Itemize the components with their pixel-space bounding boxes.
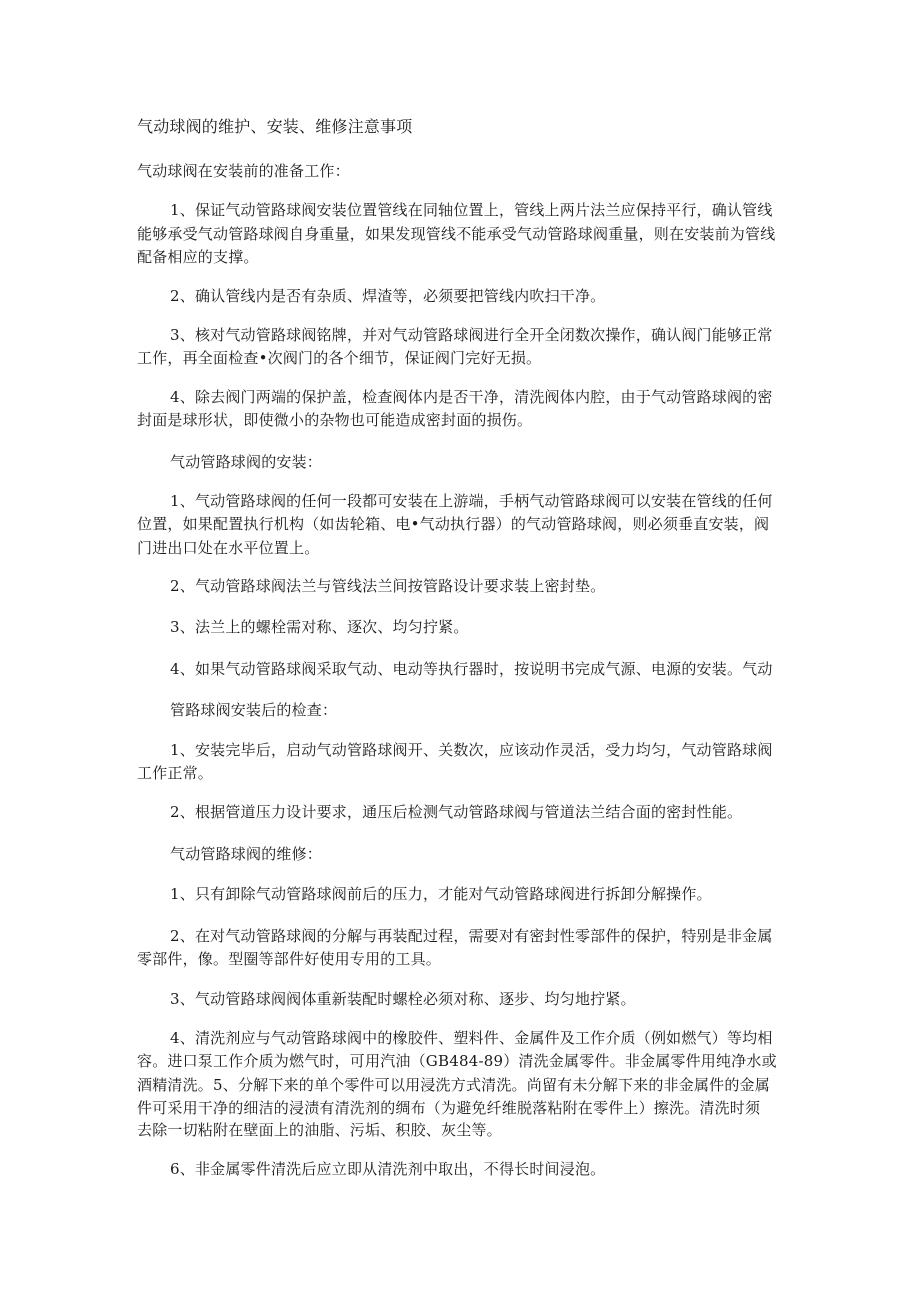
section-heading-inspection: 管路球阀安装后的检查： xyxy=(170,701,338,719)
paragraph-line: 1、气动管路球阀的任何一段都可安装在上游端，手柄气动管路球阀可以安装在管线的任何 xyxy=(170,492,773,510)
paragraph-line: 1、安装完毕后，启动气动管路球阀开、关数次，应该动作灵活，受力均匀，气动管路球阀 xyxy=(170,741,773,759)
paragraph-line: 封面是球形状，即使微小的杂物也可能造成密封面的损伤。 xyxy=(137,411,533,429)
paragraph-line: 2、根据管道压力设计要求，通压后检测气动管路球阀与管道法兰结合面的密封性能。 xyxy=(170,803,743,821)
paragraph-line: 门进出口处在水平位置上。 xyxy=(137,539,320,557)
paragraph-line: 2、在对气动管路球阀的分解与再装配过程，需要对有密封性零部件的保护，特别是非金属 xyxy=(170,927,773,945)
paragraph-line: 去除一切粘附在壁面上的油脂、污垢、积胶、灰尘等。 xyxy=(137,1121,502,1139)
paragraph-line: 4、清洗剂应与气动管路球阀中的橡胶件、塑料件、金属件及工作介质（例如燃气）等均相 xyxy=(170,1029,773,1047)
paragraph-line: 3、核对气动管路球阀铭牌，并对气动管路球阀进行全开全闭数次操作，确认阀门能够正常 xyxy=(170,326,773,344)
section-heading-repair: 气动管路球阀的维修： xyxy=(170,845,323,863)
paragraph-line: 位置，如果配置执行机构（如齿轮箱、电•气动执行器）的气动管路球阀，则必须垂直安装，阀 xyxy=(137,515,770,533)
paragraph-line: 酒精清洗。5、分解下来的单个零件可以用浸洗方式清洗。尚留有未分解下来的非金属件的金属 xyxy=(137,1076,770,1094)
document-title: 气动球阀的维护、安装、维修注意事项 xyxy=(137,117,413,136)
section-heading-preparation: 气动球阀在安装前的准备工作： xyxy=(137,162,350,180)
paragraph-line: 工作正常。 xyxy=(137,764,214,782)
paragraph-line: 4、如果气动管路球阀采取气动、电动等执行器时，按说明书完成气源、电源的安装。气动 xyxy=(170,660,773,678)
paragraph-line: 3、法兰上的螺栓需对称、逐次、均匀拧紧。 xyxy=(170,618,469,636)
paragraph-line: 容。进口泵工作介质为燃气时，可用汽油（GB484-89）清洗金属零件。非金属零件用纯净水或 xyxy=(137,1052,777,1070)
paragraph-line: 2、确认管线内是否有杂质、焊渣等，必须要把管线内吹扫干净。 xyxy=(170,287,606,305)
paragraph-line: 件可采用干净的细洁的浸渍有清洗剂的绸布（为避免纤维脱落粘附在零件上）擦洗。清洗时须 xyxy=(137,1099,761,1117)
paragraph-line: 4、除去阀门两端的保护盖，检查阀体内是否干净，清洗阀体内腔，由于气动管路球阀的密 xyxy=(170,388,773,406)
section-heading-installation: 气动管路球阀的安装： xyxy=(170,453,323,471)
paragraph-line: 2、气动管路球阀法兰与管线法兰间按管路设计要求装上密封垫。 xyxy=(170,577,606,595)
paragraph-line: 工作，再全面检查•次阀门的各个细节，保证阀门完好无损。 xyxy=(137,349,542,367)
paragraph-line: 零部件，像。型圈等部件好使用专用的工具。 xyxy=(137,950,442,968)
paragraph-line: 6、非金属零件清洗后应立即从清洗剂中取出，不得长时间浸泡。 xyxy=(170,1160,606,1178)
paragraph-line: 1、只有卸除气动管路球阀前后的压力，才能对气动管路球阀进行拆卸分解操作。 xyxy=(170,885,712,903)
paragraph-line: 能够承受气动管路球阀自身重量，如果发现管线不能承受气动管路球阀重量，则在安装前为管线 xyxy=(137,225,776,243)
paragraph-line: 1、保证气动管路球阀安装位置管线在同轴位置上，管线上两片法兰应保持平行，确认管线 xyxy=(170,201,773,219)
paragraph-line: 3、气动管路球阀阀体重新装配时螺栓必须对称、逐步、均匀地拧紧。 xyxy=(170,990,636,1008)
paragraph-line: 配备相应的支撑。 xyxy=(137,248,259,266)
